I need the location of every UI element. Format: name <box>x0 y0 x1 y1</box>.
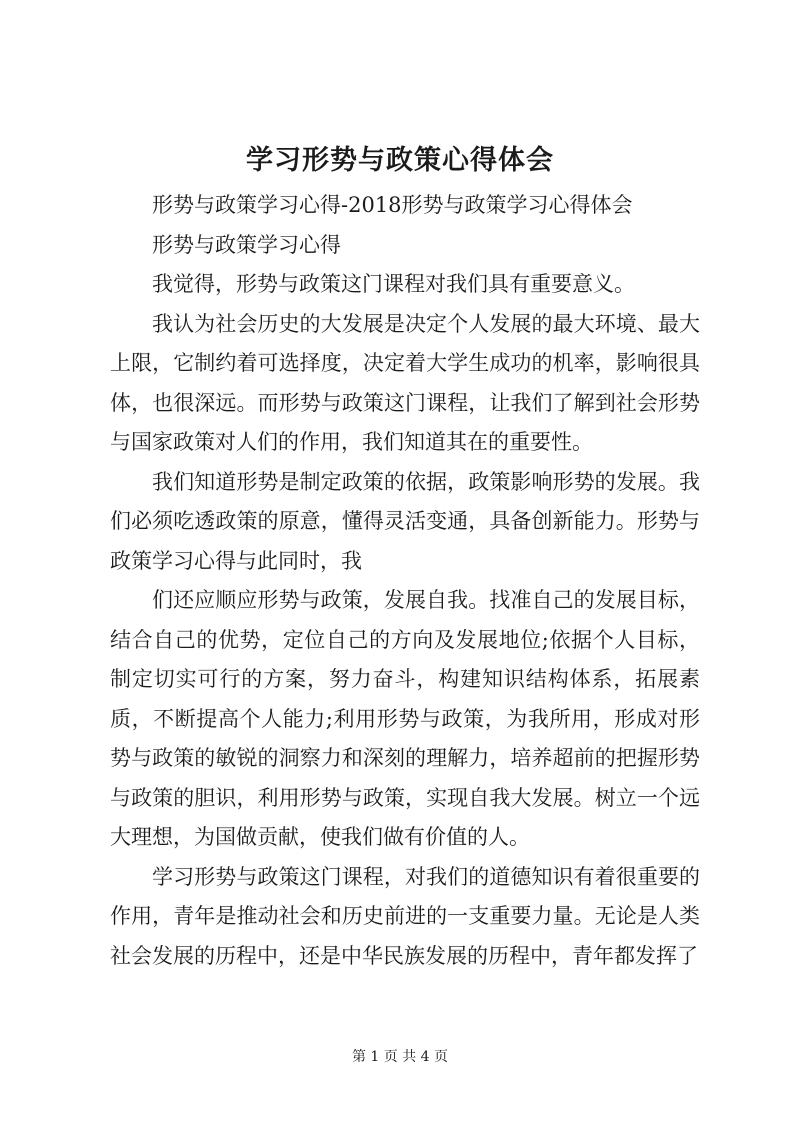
paragraph-intro: 我觉得，形势与政策这门课程对我们具有重要意义。 <box>152 272 635 296</box>
document-body <box>110 186 700 976</box>
paragraph-subtitle: 形势与政策学习心得-2018形势与政策学习心得体会 <box>152 193 633 217</box>
page-number-footer: 第 1 页 共 4 页 <box>351 1049 449 1065</box>
document-title: 学习形势与政策心得体会 <box>246 145 554 176</box>
paragraph-body: 们还应顺应形势与政策，发展自我。找准自己的发展目标，结合自己的优势，定位自己的方向及发展地位;依据个人目标，制定切实可行的方案，努力奋斗，构建知识结构体系，拓展素质，不断提高个人能力;利用形势与政策，为我所用，形成对形势与政策的敏锐的洞察力和深刻的理解力，培养超前的把握形势与政策的胆识，利用形势与政策，实现自我大发展。树立一个远大理想，为国做贡献，使我们做有价值的人。 <box>110 588 700 849</box>
paragraph-heading: 形势与政策学习心得 <box>152 232 341 257</box>
paragraph-body: 我们知道形势是制定政策的依据，政策影响形势的发展。我们必须吃透政策的原意，懂得灵活变通，具备创新能力。形势与政策学习心得与此同时，我 <box>110 469 700 573</box>
paragraph-body: 我认为社会历史的大发展是决定个人发展的最大环境、最大上限，它制约着可选择度，决定着大学生成功的机率，影响很具体，也很深远。而形势与政策这门课程，让我们了解到社会形势与国家政策对人们的作用，我们知道其在的重要性。 <box>110 311 700 454</box>
paragraph-body: 学习形势与政策这门课程，对我们的道德知识有着很重要的作用，青年是推动社会和历史前进的一支重要力量。无论是人类社会发展的历程中，还是中华民族发展的历程中，青年都发挥了 <box>110 864 700 968</box>
